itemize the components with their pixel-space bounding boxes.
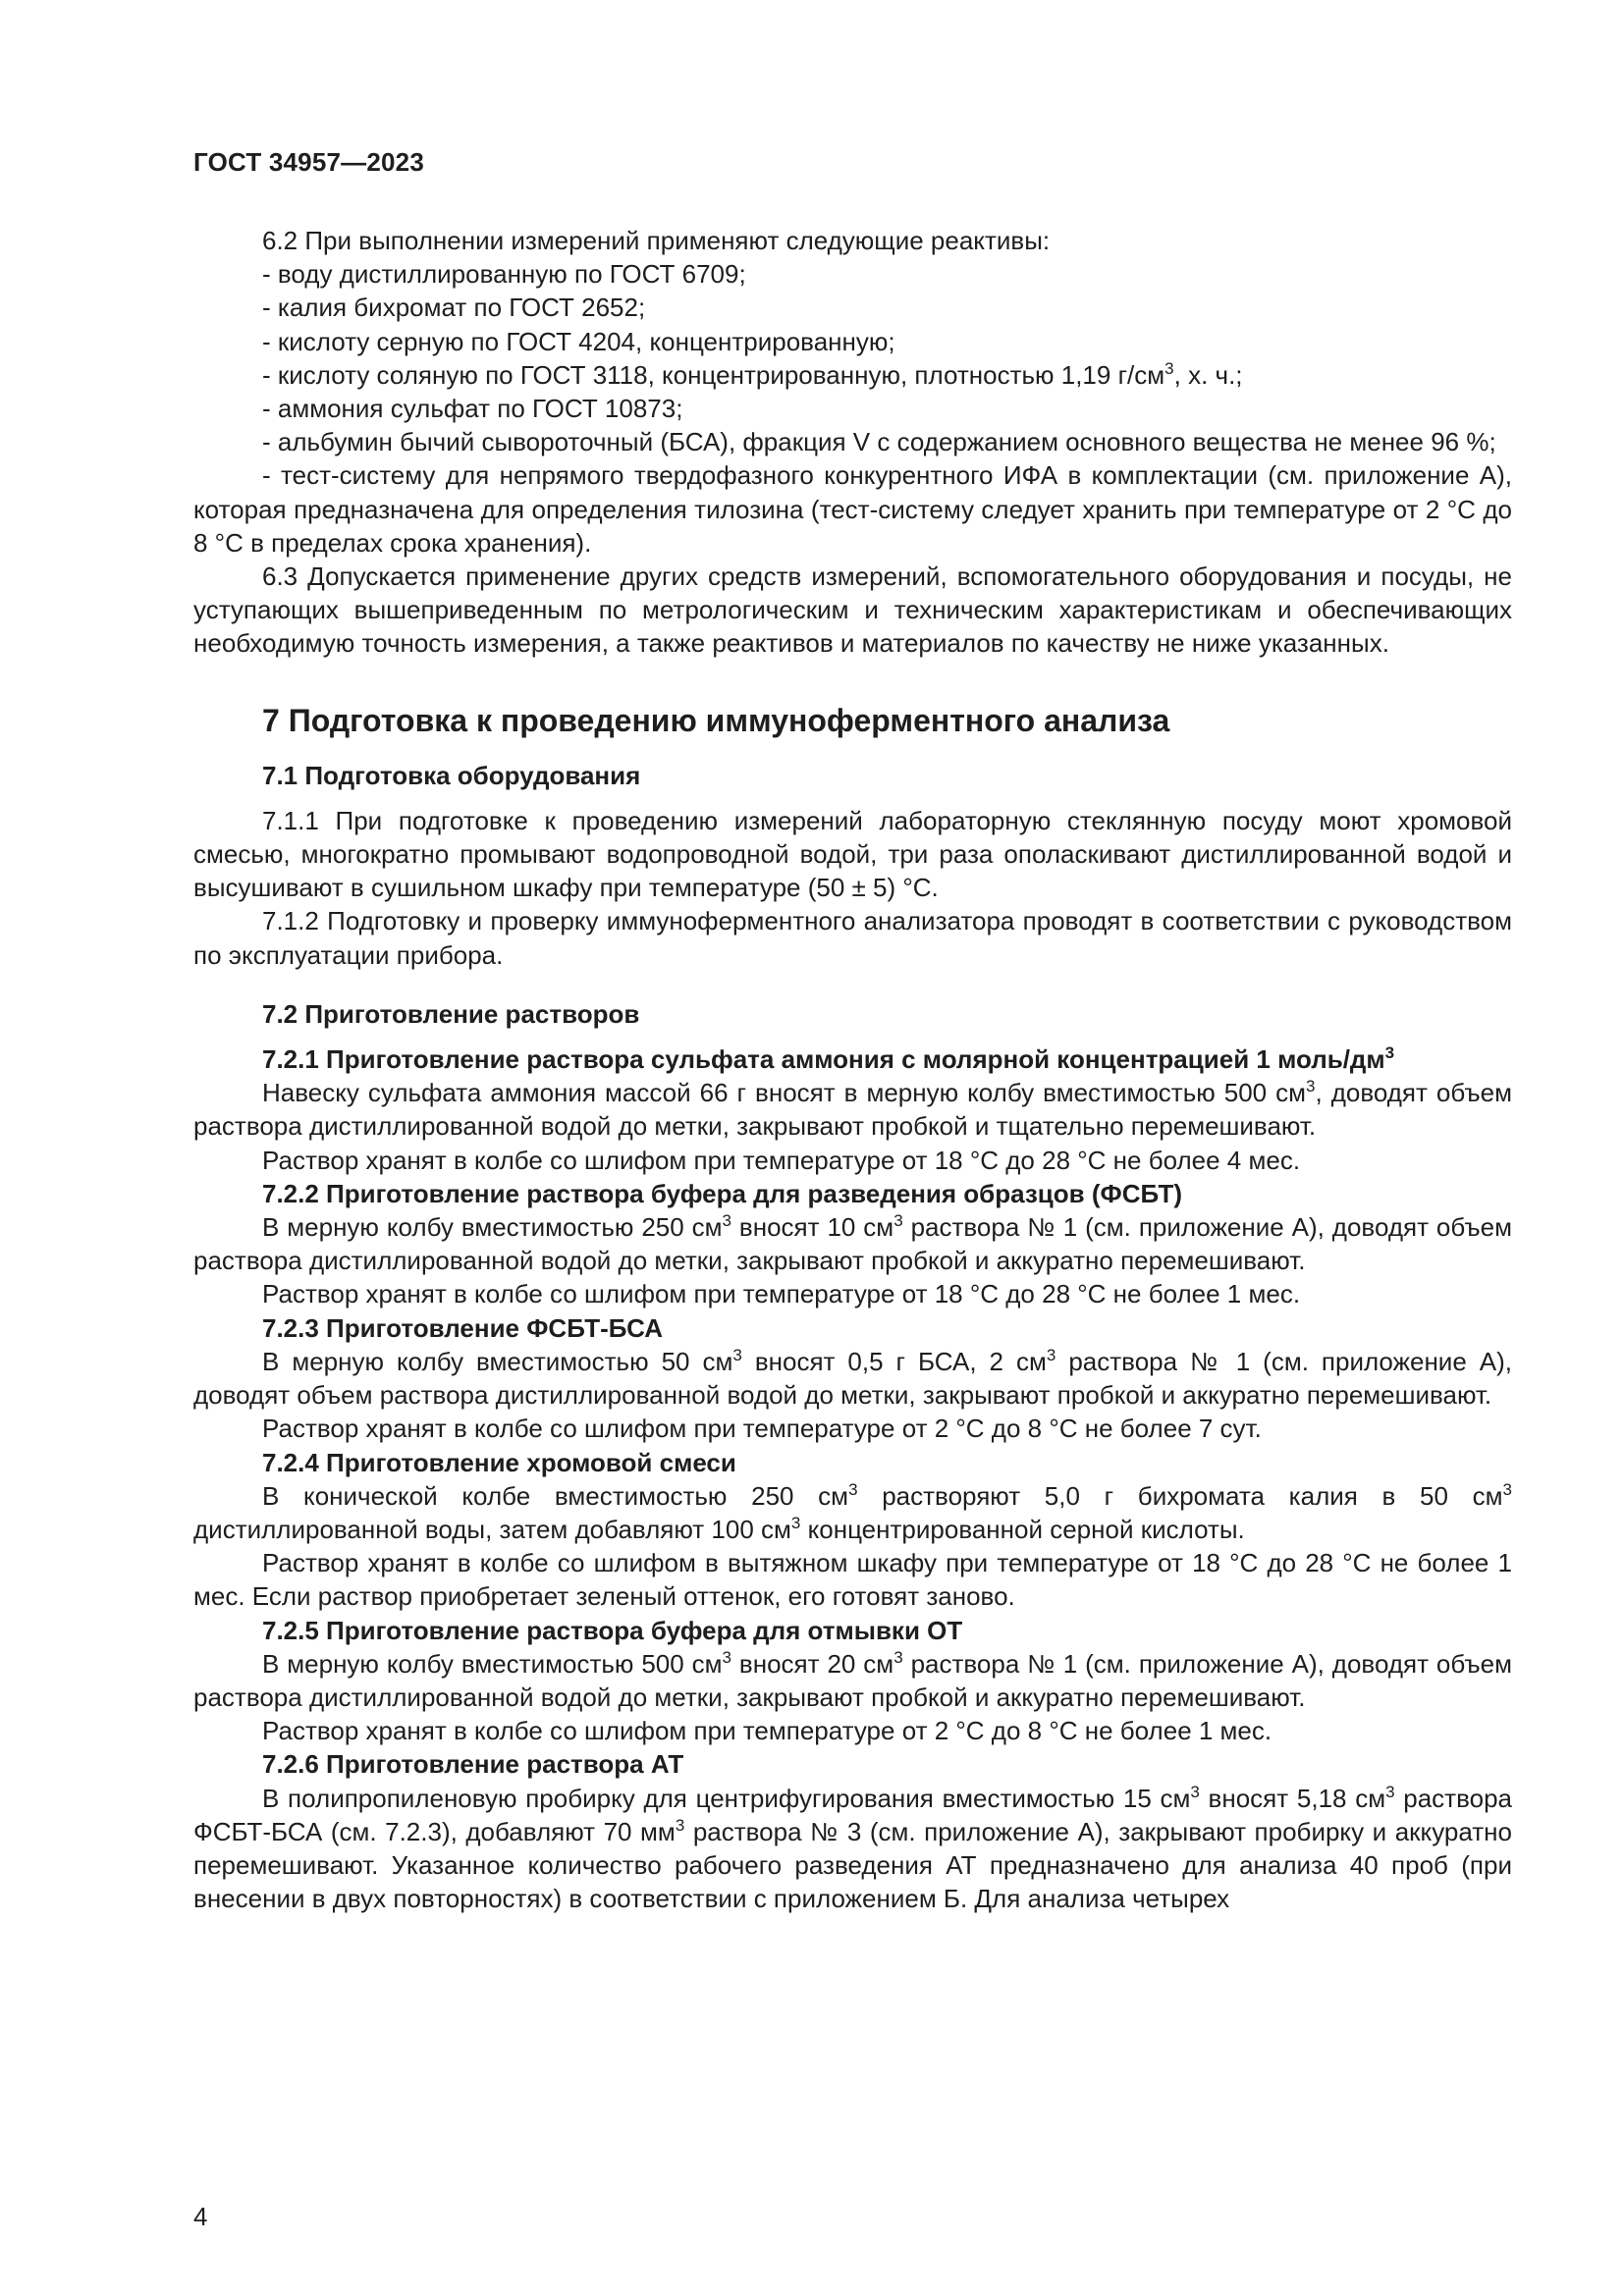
- item-heading: 7.2.2 Приготовление раствора буфера для разведения образцов (ФСБТ): [262, 1178, 1183, 1208]
- paragraph: 6.3 Допускается применение других средств измерений, вспомогательного оборудования и посуды, не уступающих вышеприведенным по метрологическим и техническим характеристикам и обеспечивающих необходимую точность измерения, а также реактивов и материалов по качеству не ниже указанных.: [193, 561, 1512, 659]
- list-item: - калия бихромат по ГОСТ 2652;: [262, 293, 646, 323]
- subsection-heading: 7.2 Приготовление растворов: [262, 998, 640, 1029]
- paragraph: В мерную колбу вместимостью 500 $см^3$ вносят 20 $см^3$ раствора № 1 (см. приложение А), доводят объем раствора дистиллированной водой до метки, закрывают пробкой и аккуратно перемешивают.: [193, 1647, 1512, 1712]
- paragraph: 7.1.1 При подготовке к проведению измерений лабораторную стеклянную посуду моют хромовой смесью, многократно промывают водопроводной водой, три раза ополаскивают дистиллированной водой и высушивают в сушильном шкафу при температуре (50 ± 5) °С.: [193, 805, 1512, 903]
- paragraph: Раствор хранят в колбе со шлифом при температуре от 18 °С до 28 °С не более 4 мес.: [262, 1145, 1301, 1175]
- paragraph: В конической колбе вместимостью 250 $см^3$ растворяют 5,0 г бихромата калия в 50 $см^3$ дистиллированной воды, затем добавляют 100 $см^3$ концентрированной серной кислоты.: [193, 1479, 1512, 1544]
- item-heading: 7.2.3 Приготовление ФСБТ-БСА: [262, 1312, 664, 1343]
- list-item: - воду дистиллированную по ГОСТ 6709;: [262, 259, 746, 290]
- paragraph: Раствор хранят в колбе со шлифом при температуре от 2 °С до 8 °С не более 7 сут.: [262, 1414, 1262, 1444]
- document-header: ГОСТ 34957—2023: [193, 147, 424, 177]
- item-heading: 7.2.5 Приготовление раствора буфера для отмывки ОТ: [262, 1615, 963, 1645]
- item-heading: 7.2.4 Приготовление хромовой смеси: [262, 1447, 736, 1477]
- list-item: - альбумин бычий сывороточный (БСА), фракция V с содержанием основного вещества не менее 96 %;: [262, 427, 1496, 457]
- paragraph: В мерную колбу вместимостью 50 $см^3$ вносят 0,5 г БСА, 2 $см^3$ раствора № 1 (см. приложение А), доводят объем раствора дистиллированной водой до метки, закрывают пробкой и аккуратно перемешивают.: [193, 1345, 1513, 1411]
- paragraph: В мерную колбу вместимостью 250 $см^3$ вносят 10 $см^3$ раствора № 1 (см. приложение А), доводят объем раствора дистиллированной водой до метки, закрывают пробкой и аккуратно перемешивают.: [193, 1211, 1512, 1276]
- item-heading: 7.2.6 Приготовление раствора АТ: [262, 1749, 684, 1780]
- document-body: [193, 224, 1512, 1915]
- list-item: - кислоту серную по ГОСТ 4204, концентрированную;: [262, 326, 895, 356]
- subsection-heading: 7.1 Подготовка оборудования: [262, 760, 641, 790]
- page-number: 4: [193, 2202, 208, 2231]
- paragraph: Раствор хранят в колбе со шлифом при температуре от 18 °С до 28 °С не более 1 мес.: [262, 1279, 1301, 1309]
- list-item: - кислоту соляную по ГОСТ 3118, концентрированную, плотностью 1,19 $г/см^3$, х. ч.;: [262, 358, 1243, 390]
- list-item: - аммония сульфат по ГОСТ 10873;: [262, 394, 683, 424]
- list-item: - тест-систему для непрямого твердофазного конкурентного ИФА в комплектации (см. приложение А), которая предназначена для определения тилозина (тест-систему следует хранить при температуре от 2 °С до 8 °С в пределах срока хранения).: [193, 460, 1512, 558]
- section-heading: 7 Подготовка к проведению иммуноферментного анализа: [262, 702, 1170, 738]
- paragraph: Раствор хранят в колбе со шлифом при температуре от 2 °С до 8 °С не более 1 мес.: [262, 1716, 1272, 1746]
- paragraph: В полипропиленовую пробирку для центрифугирования вместимостью 15 $см^3$ вносят 5,18 $см^3$ раствора ФСБТ-БСА (см. 7.2.3), добавляют 70 $мм^3$ раствора № 3 (см. приложение А), закрывают пробирку и аккуратно перемешивают. Указанное количество рабочего разведения АТ предназначено для анализа 40 проб (при внесении в двух повторностях) в соответствии с приложением Б. Для анализа четырех: [193, 1782, 1512, 1914]
- item-heading: 7.2.1 Приготовление раствора сульфата аммония с молярной концентрацией 1 моль/$дм^3$: [262, 1043, 1395, 1075]
- paragraph: Навеску сульфата аммония массой 66 г вносят в мерную колбу вместимостью 500 $см^3$, доводят объем раствора дистиллированной водой до метки, закрывают пробкой и тщательно перемешивают.: [193, 1077, 1512, 1142]
- paragraph: 6.2 При выполнении измерений применяют следующие реактивы:: [262, 226, 1051, 255]
- paragraph: 7.1.2 Подготовку и проверку иммуноферментного анализатора проводят в соответствии с руководством по эксплуатации прибора.: [193, 906, 1512, 970]
- paragraph: Раствор хранят в колбе со шлифом в вытяжном шкафу при температуре от 18 °С до 28 °С не более 1 мес. Если раствор приобретает зеленый оттенок, его готовят заново.: [193, 1548, 1512, 1612]
